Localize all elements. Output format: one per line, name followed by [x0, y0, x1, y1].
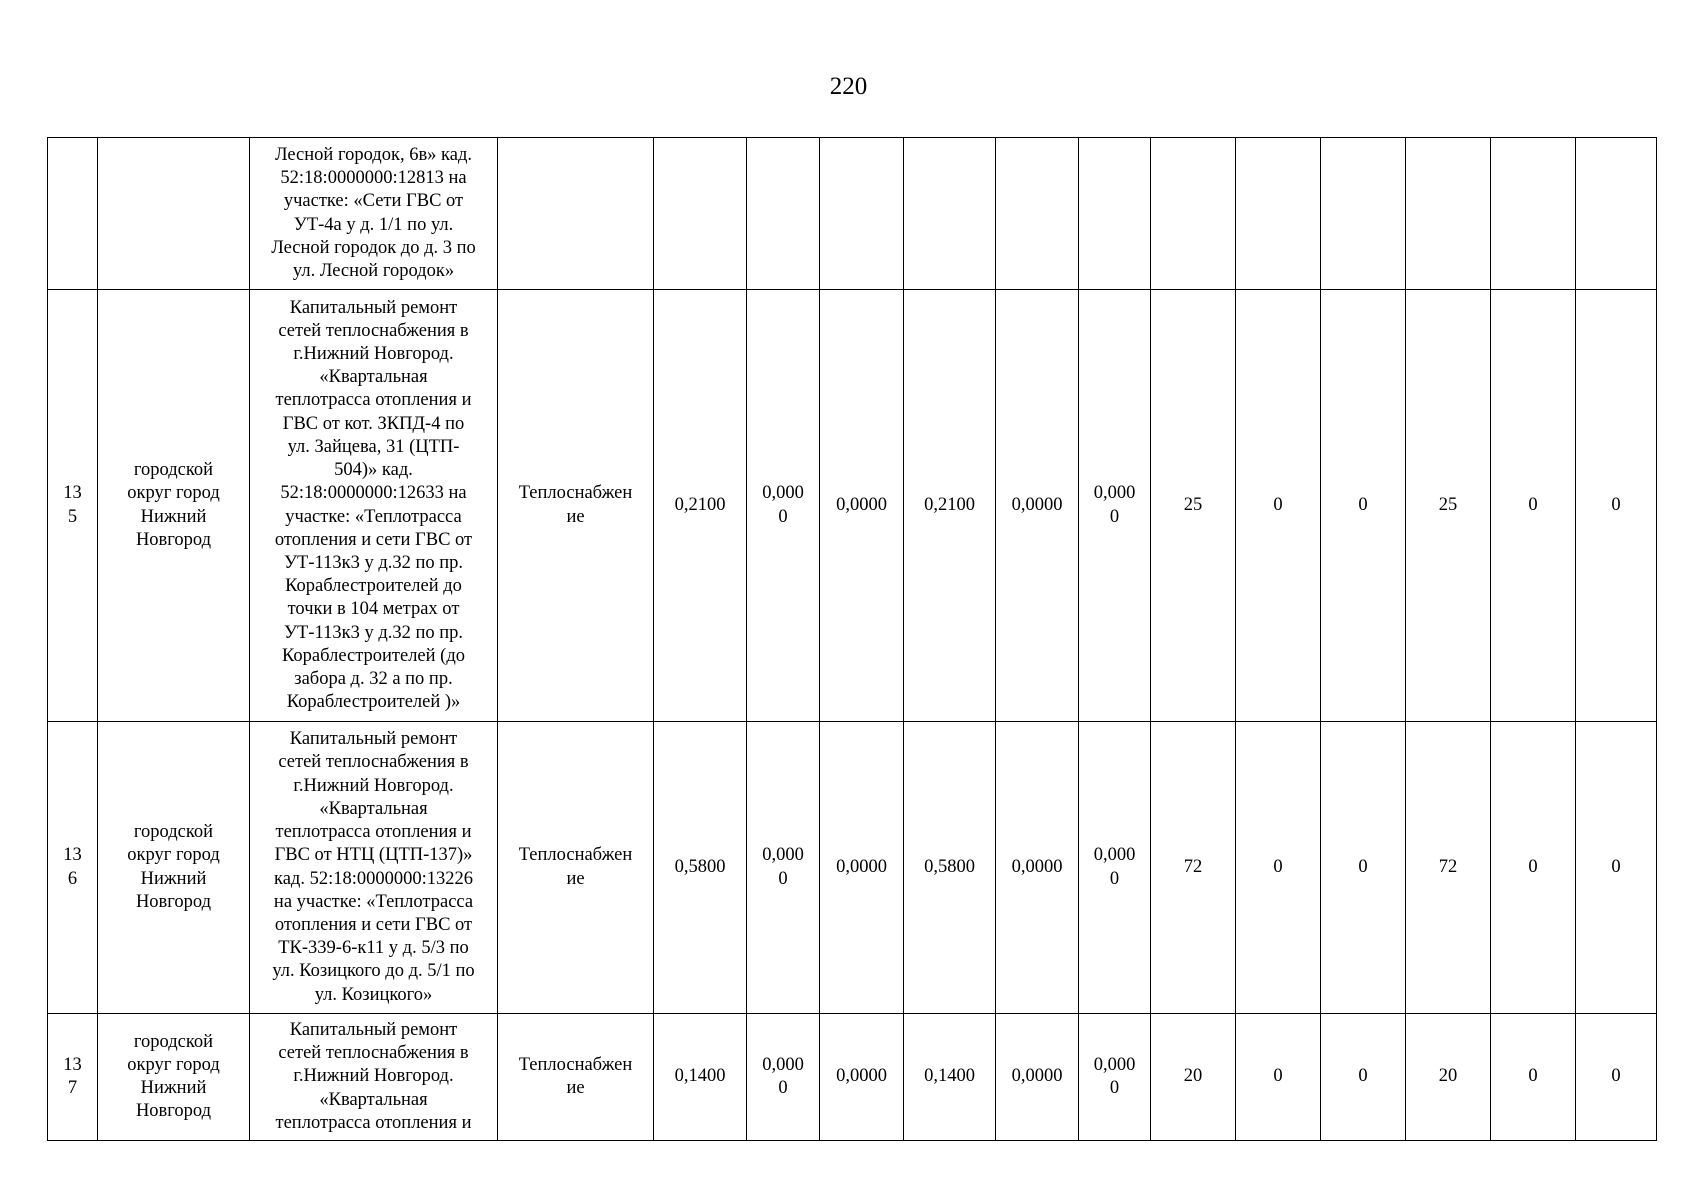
cell-line: «Квартальная	[319, 798, 428, 819]
row-number-cell	[48, 1014, 98, 1141]
value-cell	[1576, 138, 1657, 290]
value-cell	[747, 722, 820, 1014]
cell-line: сетей теплоснабжения в	[278, 1043, 469, 1064]
cell-line: 0,000	[762, 483, 804, 504]
table-row	[48, 1014, 1657, 1141]
value-cell: 0,5800	[654, 722, 747, 1014]
value-cell: 0	[1576, 1014, 1657, 1141]
value-cell: 0,1400	[654, 1014, 747, 1141]
cell-line: на участке: «Теплотрасса	[273, 891, 474, 912]
cell-line: кад. 52:18:0000000:13226	[273, 868, 473, 889]
value-cell: 0,5800	[904, 722, 996, 1014]
cell-line: 5	[67, 506, 78, 527]
value-cell: 0,0000	[820, 1014, 904, 1141]
cell-line: 0	[1109, 1078, 1120, 1098]
cell-line: участке: «Сети ГВС от	[283, 191, 464, 212]
cell-line: «Квартальная	[319, 367, 428, 388]
cell-line: городской	[133, 460, 214, 481]
cell-line: Теплоснабжен	[518, 1054, 633, 1075]
value-cell: 72	[1151, 722, 1236, 1014]
cell-line: ул. Лесной городок»	[292, 260, 455, 281]
cell-line: 504)» кад.	[334, 460, 413, 481]
cell-line: округ город	[127, 845, 220, 866]
value-cell: 0,2100	[904, 290, 996, 722]
cell-line: 7	[67, 1078, 78, 1098]
value-cell	[1079, 722, 1151, 1014]
value-cell: 0	[1236, 1014, 1321, 1141]
cell-line: 0,000	[762, 1054, 804, 1075]
value-cell: 0	[1491, 290, 1576, 722]
cell-line: теплотрасса отопления и	[275, 1112, 472, 1133]
value-cell: 0	[1236, 722, 1321, 1014]
cell-line: 0	[778, 868, 788, 889]
value-cell: 20	[1151, 1014, 1236, 1141]
table-row	[48, 138, 1657, 290]
cell-line: отопления и сети ГВС от	[274, 914, 473, 935]
cell-line: Новгород	[135, 891, 212, 912]
cell-line: Капитальный ремонт	[289, 729, 458, 750]
municipality-cell	[98, 290, 250, 722]
cell-line: Кораблестроителей до	[285, 576, 462, 597]
category-cell	[498, 1014, 654, 1141]
category-cell	[498, 138, 654, 290]
municipality-cell	[98, 138, 250, 290]
value-cell	[1079, 290, 1151, 722]
page-number: 220	[829, 73, 868, 100]
value-cell	[654, 138, 747, 290]
cell-line: 6	[67, 868, 78, 889]
cell-line: Новгород	[135, 529, 212, 550]
cell-line: Новгород	[135, 1101, 212, 1122]
value-cell	[820, 138, 904, 290]
cell-line: отопления и сети ГВС от	[274, 529, 473, 550]
value-cell: 25	[1151, 290, 1236, 722]
cell-line: Нижний	[140, 1078, 207, 1098]
cell-line: городской	[133, 1031, 214, 1052]
value-cell	[1151, 138, 1236, 290]
value-cell	[1079, 1014, 1151, 1141]
cell-line: 52:18:0000000:12813 на	[280, 168, 467, 189]
value-cell: 0,0000	[996, 1014, 1079, 1141]
cell-line: 13	[63, 845, 82, 866]
cell-line: округ город	[127, 1054, 220, 1075]
value-cell: 0,2100	[654, 290, 747, 722]
cell-line: Нижний	[140, 868, 207, 889]
cell-line: округ город	[127, 483, 220, 504]
cell-line: 0,000	[762, 845, 804, 866]
value-cell: 72	[1406, 722, 1491, 1014]
cell-line: Теплоснабжен	[518, 845, 633, 866]
cell-line: ул. Козицкого до д. 5/1 по	[272, 961, 475, 982]
cell-line: ГВС от НТЦ (ЦТП-137)»	[274, 845, 473, 866]
row-number-cell	[48, 722, 98, 1014]
value-cell	[1406, 138, 1491, 290]
cell-line: «Квартальная	[319, 1089, 428, 1110]
value-cell: 0,0000	[820, 290, 904, 722]
description-cell	[250, 722, 498, 1014]
value-cell: 0	[1576, 722, 1657, 1014]
cell-line: Капитальный ремонт	[289, 297, 458, 318]
cell-line: Лесной городок до д. 3 по	[271, 237, 476, 258]
cell-line: точки в 104 метрах от	[287, 599, 460, 620]
cell-line: ие	[566, 1078, 585, 1098]
value-cell: 0,0000	[996, 290, 1079, 722]
cell-line: 0	[778, 506, 788, 527]
cell-line: сетей теплоснабжения в	[278, 752, 469, 773]
value-cell: 0	[1236, 290, 1321, 722]
cell-line: Кораблестроителей (до	[282, 645, 465, 666]
row-number-cell	[48, 290, 98, 722]
cell-line: Теплоснабжен	[518, 483, 633, 504]
value-cell	[1321, 138, 1406, 290]
municipality-cell	[98, 1014, 250, 1141]
cell-line: Лесной городок, 6в» кад.	[274, 144, 473, 165]
municipality-cell	[98, 722, 250, 1014]
value-cell: 20	[1406, 1014, 1491, 1141]
cell-line: г.Нижний Новгород.	[293, 344, 454, 365]
cell-line: 0	[778, 1078, 788, 1098]
cell-line: теплотрасса отопления и	[275, 822, 472, 843]
value-cell: 0	[1321, 722, 1406, 1014]
value-cell: 0,1400	[904, 1014, 996, 1141]
cell-line: ТК-339-6-к11 у д. 5/3 по	[278, 938, 469, 959]
cell-line: ул. Козицкого»	[314, 984, 433, 1005]
cell-line: ие	[566, 868, 585, 889]
cell-line: участке: «Теплотрасса	[285, 506, 462, 527]
description-cell	[250, 1014, 498, 1141]
value-cell	[1236, 138, 1321, 290]
cell-line: городской	[133, 822, 214, 843]
value-cell: 0,0000	[820, 722, 904, 1014]
cell-line: Капитальный ремонт	[289, 1019, 458, 1040]
row-number-cell	[48, 138, 98, 290]
cell-line: ГВС от кот. ЗКПД-4 по	[282, 413, 465, 434]
data-table	[47, 137, 1657, 1141]
description-cell	[250, 138, 498, 290]
cell-line: ул. Зайцева, 31 (ЦТП-	[287, 436, 460, 457]
value-cell: 0	[1576, 290, 1657, 722]
cell-line: Кораблестроителей )»	[286, 692, 461, 713]
cell-line: 13	[63, 483, 82, 504]
table-row	[48, 290, 1657, 722]
description-cell	[250, 290, 498, 722]
cell-line: 0	[1109, 506, 1120, 527]
value-cell: 0	[1321, 1014, 1406, 1141]
value-cell	[747, 290, 820, 722]
cell-line: г.Нижний Новгород.	[293, 1066, 454, 1087]
cell-line: сетей теплоснабжения в	[278, 320, 469, 341]
cell-line: г.Нижний Новгород.	[293, 775, 454, 796]
value-cell: 0	[1491, 722, 1576, 1014]
value-cell: 0,0000	[996, 722, 1079, 1014]
value-cell	[1491, 138, 1576, 290]
cell-line: УТ-113к3 у д.32 по пр.	[283, 622, 464, 643]
cell-line: ие	[566, 506, 585, 527]
cell-line: 52:18:0000000:12633 на	[280, 483, 467, 504]
cell-line: Нижний	[140, 506, 207, 527]
category-cell	[498, 290, 654, 722]
value-cell	[904, 138, 996, 290]
value-cell	[747, 1014, 820, 1141]
value-cell: 0	[1491, 1014, 1576, 1141]
cell-line: 13	[63, 1054, 82, 1075]
cell-line: УТ-113к3 у д.32 по пр.	[283, 552, 464, 573]
cell-line: 0	[1109, 868, 1120, 889]
cell-line: 0,000	[1093, 845, 1136, 866]
table-row	[48, 722, 1657, 1014]
value-cell: 25	[1406, 290, 1491, 722]
value-cell	[1079, 138, 1151, 290]
table-body	[48, 138, 1657, 1141]
cell-line: забора д. 32 а по пр.	[294, 668, 453, 689]
cell-line: 0,000	[1093, 483, 1136, 504]
value-cell	[996, 138, 1079, 290]
category-cell	[498, 722, 654, 1014]
value-cell: 0	[1321, 290, 1406, 722]
cell-line: теплотрасса отопления и	[275, 390, 472, 411]
cell-line: УТ-4а у д. 1/1 по ул.	[293, 214, 454, 235]
value-cell	[747, 138, 820, 290]
cell-line: 0,000	[1093, 1054, 1136, 1075]
